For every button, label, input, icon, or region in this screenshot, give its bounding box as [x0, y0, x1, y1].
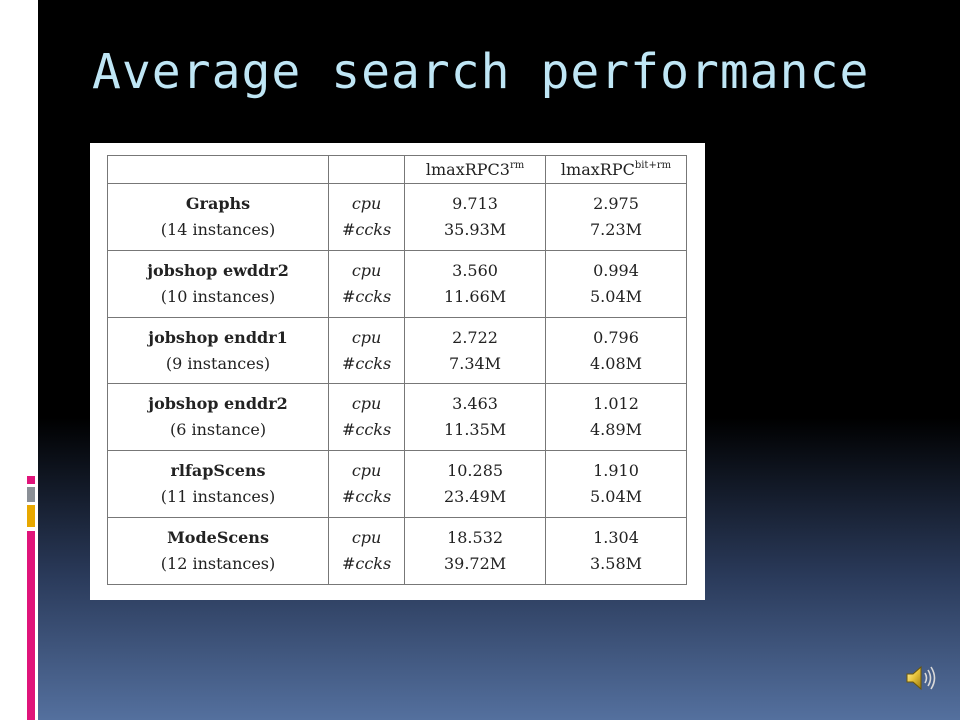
ccks-value: 23.49M: [443, 487, 507, 507]
metric-ccks: #ccks: [341, 286, 392, 306]
metric-cpu: cpu: [351, 528, 382, 548]
cpu-value: 18.532: [447, 528, 504, 548]
metric-cpu: cpu: [351, 327, 382, 347]
table-header-row: [108, 156, 687, 184]
cpu-value: 1.304: [593, 528, 639, 548]
value-cell-lmaxrpc3rm: [405, 451, 546, 518]
header-col1-sup: rm: [509, 159, 525, 171]
metric-ccks: #ccks: [341, 219, 392, 239]
benchmark-name: jobshop enddr1: [148, 327, 288, 347]
header-lmaxrpc3rm: [405, 156, 546, 184]
table-row: [108, 451, 687, 518]
instance-count: (10 instances): [160, 286, 276, 306]
ccks-value: 7.23M: [590, 219, 643, 239]
metric-cell: [329, 184, 405, 251]
header-col2-base: lmaxRPC: [560, 159, 635, 179]
table-row: [108, 317, 687, 384]
benchmark-name: ModeScens: [167, 528, 269, 548]
table-row: [108, 184, 687, 251]
ccks-value: 11.66M: [443, 286, 507, 306]
cpu-value: 0.796: [593, 327, 639, 347]
speaker-icon-graphic: [905, 664, 939, 692]
value-cell-lmaxrpc3rm: [405, 250, 546, 317]
ccks-value: 5.04M: [590, 487, 643, 507]
benchmark-name: jobshop enddr2: [148, 394, 288, 414]
cpu-value: 1.012: [593, 394, 639, 414]
cpu-value: 2.975: [593, 193, 639, 213]
cpu-value: 9.713: [452, 193, 498, 213]
speaker-icon[interactable]: [905, 664, 939, 692]
value-cell-lmaxrpc3rm: [405, 184, 546, 251]
metric-cell: [329, 250, 405, 317]
metric-cell: [329, 384, 405, 451]
ccks-value: 39.72M: [443, 554, 507, 574]
value-cell-lmaxrpc3rm: [405, 317, 546, 384]
table-row: [108, 250, 687, 317]
value-cell-lmaxrpc3rm: [405, 384, 546, 451]
decorative-bars: [25, 0, 38, 720]
header-lmaxrpc-bitrm: [546, 156, 687, 184]
instance-count: (9 instances): [165, 353, 271, 373]
ccks-value: 4.89M: [590, 420, 643, 440]
slide-title: Average search performance: [92, 44, 870, 100]
value-cell-lmaxrpc-bitrm: [546, 518, 687, 585]
header-corner-cell: [108, 156, 329, 184]
metric-cell: [329, 518, 405, 585]
value-cell-lmaxrpc-bitrm: [546, 317, 687, 384]
benchmark-name-cell: [108, 384, 329, 451]
ccks-value: 5.04M: [590, 286, 643, 306]
performance-table: [107, 155, 687, 585]
metric-cell: [329, 451, 405, 518]
header-metric-cell: [329, 156, 405, 184]
metric-ccks: #ccks: [341, 554, 392, 574]
cpu-value: 1.910: [593, 461, 639, 481]
ccks-value: 4.08M: [590, 353, 643, 373]
benchmark-name: jobshop ewddr2: [147, 260, 289, 280]
header-col1-base: lmaxRPC3: [425, 159, 510, 179]
metric-ccks: #ccks: [341, 353, 392, 373]
metric-ccks: #ccks: [341, 420, 392, 440]
ccks-value: 35.93M: [443, 219, 507, 239]
benchmark-name-cell: [108, 451, 329, 518]
benchmark-name: Graphs: [185, 193, 251, 213]
metric-cell: [329, 317, 405, 384]
benchmark-name-cell: [108, 184, 329, 251]
ccks-value: 3.58M: [590, 554, 643, 574]
metric-cpu: cpu: [351, 461, 382, 481]
cpu-value: 3.463: [452, 394, 498, 414]
cpu-value: 10.285: [447, 461, 504, 481]
metric-ccks: #ccks: [341, 487, 392, 507]
benchmark-name: rlfapScens: [170, 461, 266, 481]
table-image: [90, 143, 705, 600]
header-col2-sup: bit+rm: [634, 159, 672, 171]
metric-cpu: cpu: [351, 394, 382, 414]
cpu-value: 2.722: [452, 327, 498, 347]
metric-cpu: cpu: [351, 260, 382, 280]
table-row: [108, 518, 687, 585]
instance-count: (6 instance): [169, 420, 267, 440]
value-cell-lmaxrpc-bitrm: [546, 250, 687, 317]
cpu-value: 0.994: [593, 260, 639, 280]
benchmark-name-cell: [108, 317, 329, 384]
value-cell-lmaxrpc-bitrm: [546, 384, 687, 451]
value-cell-lmaxrpc-bitrm: [546, 451, 687, 518]
table-row: [108, 384, 687, 451]
value-cell-lmaxrpc3rm: [405, 518, 546, 585]
cpu-value: 3.560: [452, 260, 498, 280]
benchmark-name-cell: [108, 518, 329, 585]
benchmark-name-cell: [108, 250, 329, 317]
ccks-value: 7.34M: [449, 353, 502, 373]
ccks-value: 11.35M: [443, 420, 507, 440]
instance-count: (14 instances): [160, 219, 276, 239]
instance-count: (11 instances): [160, 487, 276, 507]
instance-count: (12 instances): [160, 554, 276, 574]
value-cell-lmaxrpc-bitrm: [546, 184, 687, 251]
metric-cpu: cpu: [351, 193, 382, 213]
